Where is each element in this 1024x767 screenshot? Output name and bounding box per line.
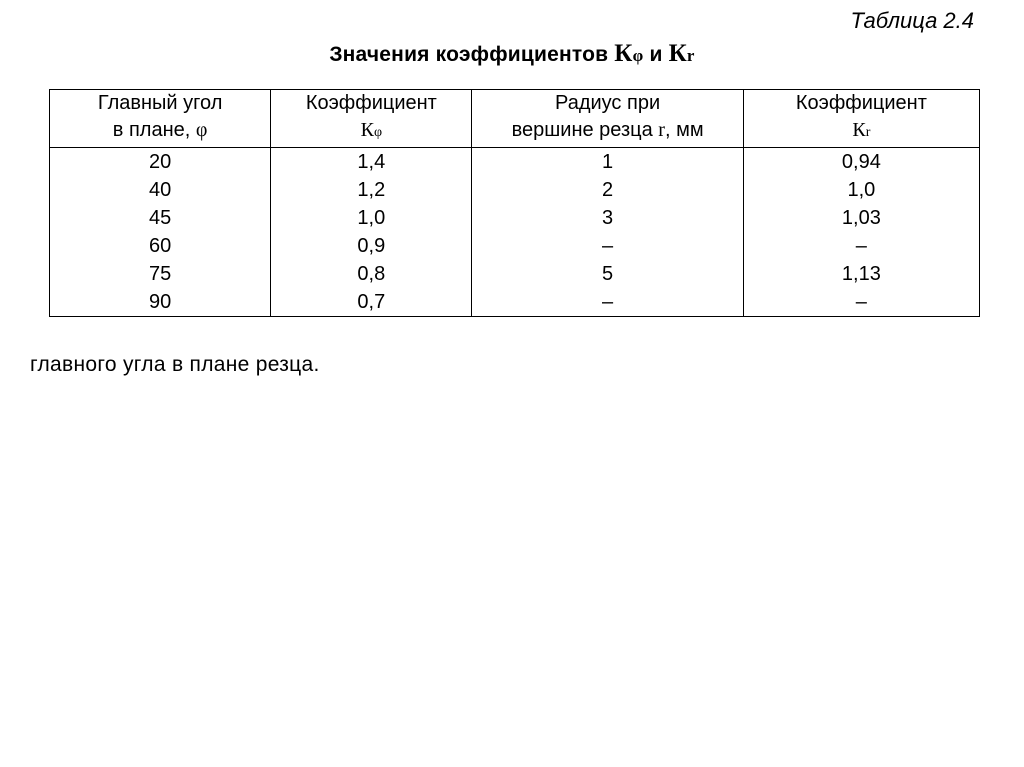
table-cell: 1,4 — [271, 148, 472, 177]
header-line2-subscript: r — [865, 125, 871, 140]
header-line2-text: в плане, — [112, 119, 196, 141]
header-line1: Коэффициент — [305, 92, 437, 114]
header-line2 — [472, 117, 742, 144]
header-line2-symbol: r — [658, 119, 665, 141]
header-line1: Коэффициент — [795, 92, 927, 114]
table-cell: 1 — [472, 148, 743, 177]
header-line2 — [744, 117, 979, 146]
table-cell: – — [743, 288, 979, 317]
table-cell: 0,9 — [271, 232, 472, 260]
table-cell: 1,0 — [743, 176, 979, 204]
table-cell: 0,7 — [271, 288, 472, 317]
title-conj: и — [643, 43, 669, 66]
header-line1: Радиус при — [555, 92, 661, 114]
header-coefficient-k-r — [743, 90, 979, 148]
table-row — [50, 288, 980, 317]
header-line2-symbol: φ — [195, 119, 208, 141]
table-cell: 1,0 — [271, 204, 472, 232]
header-line2-text: вершине резца — [511, 119, 659, 141]
table-cell: 3 — [472, 204, 743, 232]
table-cell: – — [743, 232, 979, 260]
table-cell: 60 — [50, 232, 271, 260]
coefficient-table — [49, 89, 980, 317]
header-line2 — [50, 117, 270, 144]
header-line1: Главный угол — [97, 92, 223, 114]
title-k-r — [669, 40, 695, 67]
table-cell: 20 — [50, 148, 271, 177]
table-cell: 45 — [50, 204, 271, 232]
table-header-row — [50, 90, 980, 148]
title-k-phi-main: К — [614, 40, 633, 67]
table-cell: 1,13 — [743, 260, 979, 288]
header-line2-subscript: φ — [373, 125, 383, 140]
table-cell: 75 — [50, 260, 271, 288]
table-row — [50, 232, 980, 260]
table-row — [50, 204, 980, 232]
table-cell: 5 — [472, 260, 743, 288]
table-cell: 90 — [50, 288, 271, 317]
body-text: главного угла в плане резца. — [30, 353, 320, 376]
table-number: Таблица 2.4 — [850, 8, 974, 33]
table-cell: 2 — [472, 176, 743, 204]
title-prefix: Значения коэффициентов — [329, 43, 615, 66]
header-line2 — [271, 117, 471, 146]
title-k-phi — [614, 40, 643, 67]
header-line2-symbol: К — [360, 119, 374, 141]
title-k-r-sub: r — [686, 46, 695, 65]
header-tip-radius — [472, 90, 743, 148]
table-title — [0, 40, 1024, 68]
table-row — [50, 260, 980, 288]
table-cell: 0,94 — [743, 148, 979, 177]
table-row — [50, 148, 980, 177]
table-cell: – — [472, 288, 743, 317]
table-cell: 1,2 — [271, 176, 472, 204]
header-line2-symbol: К — [852, 119, 866, 141]
title-k-r-main: К — [668, 40, 687, 67]
table-row — [50, 176, 980, 204]
header-coefficient-k-phi — [271, 90, 472, 148]
table-cell: 1,03 — [743, 204, 979, 232]
header-line2-tail: , мм — [664, 119, 704, 141]
table-cell: – — [472, 232, 743, 260]
header-main-angle — [50, 90, 271, 148]
table-cell: 0,8 — [271, 260, 472, 288]
table-cell: 40 — [50, 176, 271, 204]
title-k-phi-sub: φ — [632, 46, 644, 65]
